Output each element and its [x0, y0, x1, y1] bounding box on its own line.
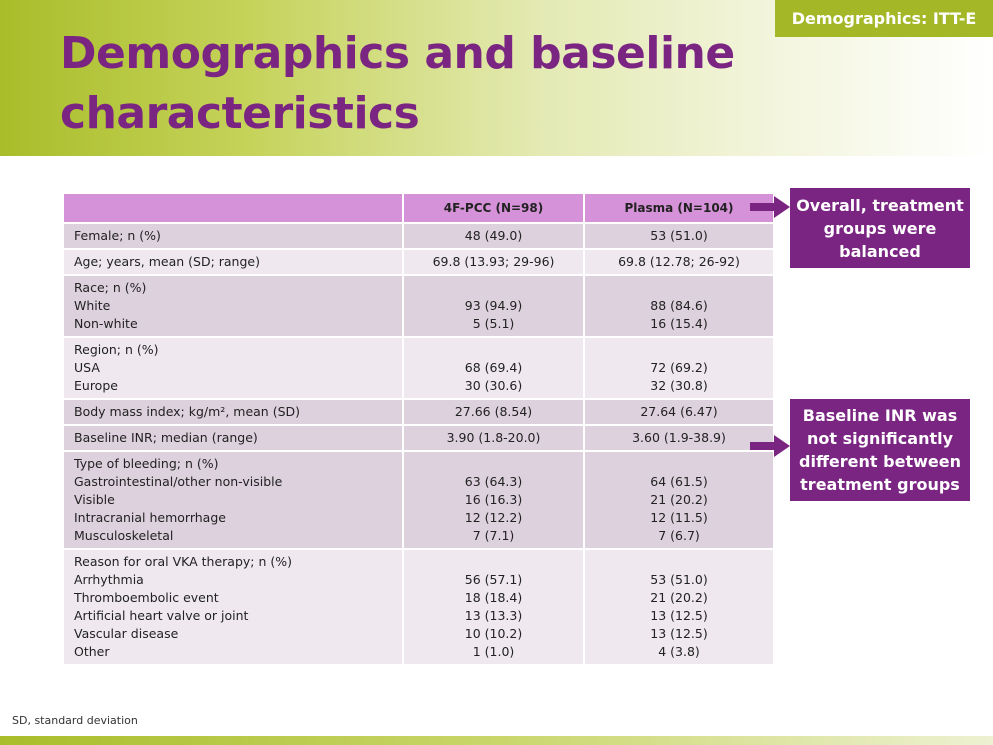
cell-line: Baseline INR; median (range)	[74, 430, 258, 445]
cell-line: 56 (57.1)	[464, 572, 523, 587]
value-cell-4f-pcc	[403, 451, 584, 549]
cell-line: 16 (15.4)	[650, 316, 708, 331]
value-cell-plasma	[584, 337, 774, 399]
arrow-right-icon	[750, 194, 790, 220]
row-label-cell	[63, 399, 403, 425]
cell-line: Arrhythmia	[74, 572, 144, 587]
cell-line	[589, 341, 769, 359]
cell-line: White	[74, 298, 111, 313]
cell-line: 30 (30.6)	[464, 378, 523, 393]
cell-line: Age; years, mean (SD; range)	[74, 254, 260, 269]
cell-line: 53 (51.0)	[650, 572, 708, 587]
cell-line: Gastrointestinal/other non-visible	[74, 474, 283, 489]
cell-line: 63 (64.3)	[464, 474, 523, 489]
cell-line	[408, 341, 579, 359]
value-cell-plasma	[584, 425, 774, 451]
value-cell-4f-pcc	[403, 549, 584, 665]
table-row	[63, 549, 774, 665]
row-label-cell	[63, 275, 403, 337]
cell-line: Artificial heart valve or joint	[74, 608, 249, 623]
callout-balanced: Overall, treatment groups were balanced	[790, 188, 970, 268]
value-cell-4f-pcc	[403, 275, 584, 337]
cell-line	[408, 553, 579, 571]
value-cell-plasma	[584, 451, 774, 549]
cell-line: 12 (11.5)	[650, 510, 708, 525]
cell-line: 7 (7.1)	[472, 528, 515, 543]
row-label-cell	[63, 549, 403, 665]
table-row	[63, 425, 774, 451]
value-cell-4f-pcc	[403, 223, 584, 249]
row-label-cell	[63, 425, 403, 451]
cell-line: 4 (3.8)	[658, 644, 700, 659]
cell-line: 64 (61.5)	[650, 474, 708, 489]
cell-line: Body mass index; kg/m², mean (SD)	[74, 404, 301, 419]
row-label-cell	[63, 451, 403, 549]
table-header-row	[63, 193, 774, 223]
cell-line: 72 (69.2)	[650, 360, 708, 375]
table-row	[63, 249, 774, 275]
cell-line	[408, 279, 579, 297]
cell-line: 13 (12.5)	[650, 626, 708, 641]
row-label-cell	[63, 337, 403, 399]
cell-line	[589, 455, 769, 473]
cell-line: Female; n (%)	[74, 228, 161, 243]
cell-line: Region; n (%)	[74, 342, 159, 357]
cell-line: 13 (12.5)	[650, 608, 708, 623]
cell-line: USA	[74, 360, 100, 375]
cell-line: Visible	[74, 492, 115, 507]
cell-line: 3.60 (1.9-38.9)	[632, 430, 726, 445]
bottom-band	[0, 736, 993, 745]
cell-line: 13 (13.3)	[464, 608, 523, 623]
cell-line: 48 (49.0)	[464, 228, 523, 243]
value-cell-plasma	[584, 399, 774, 425]
table-row	[63, 223, 774, 249]
table-row	[63, 399, 774, 425]
cell-line: 7 (6.7)	[658, 528, 700, 543]
arrow-right-icon	[750, 433, 790, 459]
cell-line: Race; n (%)	[74, 280, 147, 295]
header-cell-empty	[63, 193, 403, 223]
cell-line: 27.64 (6.47)	[640, 404, 718, 419]
cell-line: Non-white	[74, 316, 138, 331]
row-label-cell	[63, 223, 403, 249]
cell-line: Musculoskeletal	[74, 528, 174, 543]
cell-line: 93 (94.9)	[464, 298, 523, 313]
cell-line: Intracranial hemorrhage	[74, 510, 226, 525]
cell-line: 5 (5.1)	[472, 316, 515, 331]
cell-line: 27.66 (8.54)	[454, 404, 533, 419]
table-row	[63, 337, 774, 399]
slide-title: Demographics and baseline characteristics	[60, 28, 735, 139]
cell-line: Type of bleeding; n (%)	[74, 456, 219, 471]
value-cell-4f-pcc	[403, 425, 584, 451]
footnote: SD, standard deviation	[12, 714, 138, 727]
row-label-cell	[63, 249, 403, 275]
cell-line: 1 (1.0)	[472, 644, 515, 659]
value-cell-plasma	[584, 275, 774, 337]
header-cell-plasma: Plasma (N=104)	[584, 193, 774, 223]
cell-line: 21 (20.2)	[650, 590, 708, 605]
table-row	[63, 451, 774, 549]
cell-line: Europe	[74, 378, 118, 393]
cell-line: Other	[74, 644, 110, 659]
cell-line: 69.8 (13.93; 29-96)	[432, 254, 555, 269]
cell-line: 53 (51.0)	[650, 228, 708, 243]
cell-line: Vascular disease	[74, 626, 179, 641]
cell-line: 3.90 (1.8-20.0)	[446, 430, 541, 445]
cell-line: 16 (16.3)	[464, 492, 523, 507]
cell-line: Thromboembolic event	[74, 590, 219, 605]
header-cell-4f-pcc: 4F-PCC (N=98)	[403, 193, 584, 223]
value-cell-4f-pcc	[403, 337, 584, 399]
value-cell-plasma	[584, 549, 774, 665]
cell-line: 18 (18.4)	[464, 590, 523, 605]
demographics-table	[62, 192, 775, 666]
section-tag: Demographics: ITT-E	[775, 0, 993, 37]
cell-line: Reason for oral VKA therapy; n (%)	[74, 554, 292, 569]
cell-line: 68 (69.4)	[464, 360, 523, 375]
cell-line: 88 (84.6)	[650, 298, 708, 313]
cell-line: 69.8 (12.78; 26-92)	[618, 254, 740, 269]
value-cell-4f-pcc	[403, 249, 584, 275]
cell-line: 32 (30.8)	[650, 378, 708, 393]
value-cell-plasma	[584, 249, 774, 275]
cell-line: 12 (12.2)	[464, 510, 523, 525]
value-cell-plasma	[584, 223, 774, 249]
cell-line	[589, 553, 769, 571]
table-row	[63, 275, 774, 337]
cell-line: 21 (20.2)	[650, 492, 708, 507]
cell-line	[589, 279, 769, 297]
cell-line	[408, 455, 579, 473]
cell-line: 10 (10.2)	[464, 626, 523, 641]
callout-baseline-inr: Baseline INR was not significantly different between treatment groups	[790, 399, 970, 501]
value-cell-4f-pcc	[403, 399, 584, 425]
